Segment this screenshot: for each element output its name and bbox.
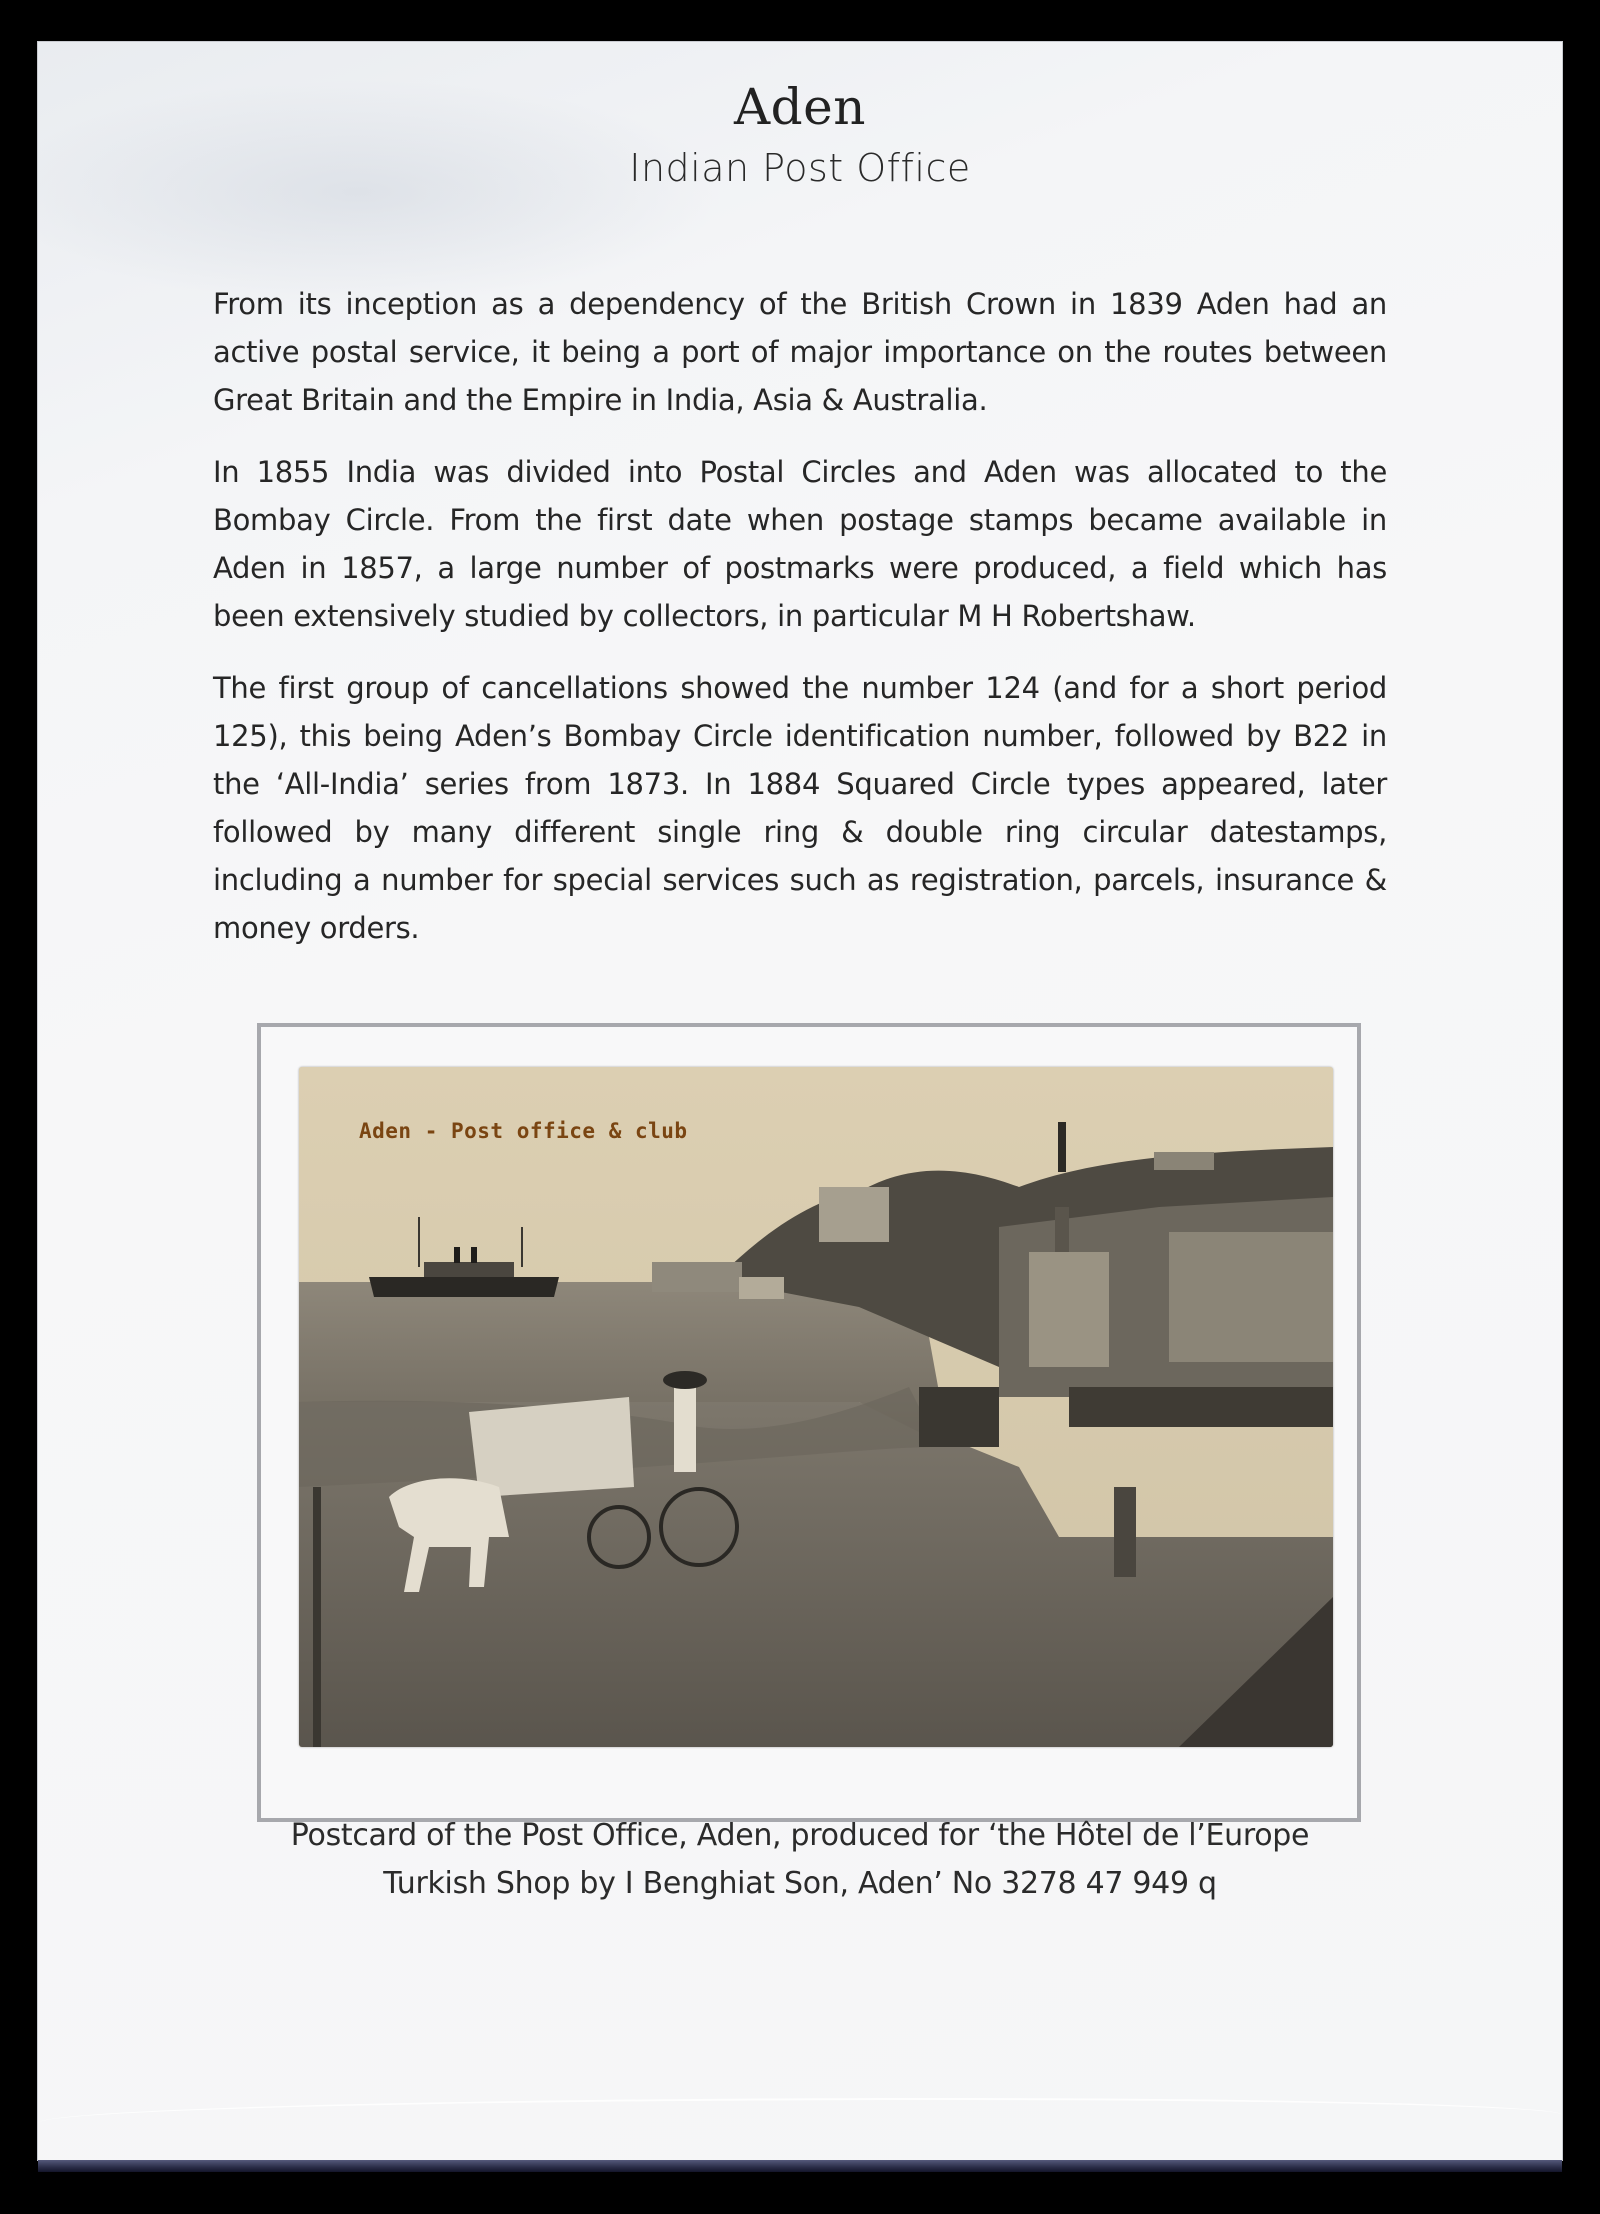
album-page	[38, 42, 1562, 2160]
body-text	[213, 280, 1387, 976]
post	[313, 1487, 321, 1747]
steamship-funnel	[454, 1247, 460, 1263]
railing	[1069, 1387, 1333, 1427]
hill-building	[1154, 1152, 1214, 1170]
steamship-deck	[424, 1262, 514, 1277]
page-bottom-edge	[38, 2160, 1562, 2172]
club-building	[1169, 1232, 1333, 1362]
page-subtitle: Indian Post Office	[629, 146, 971, 190]
postcard-scene	[299, 1067, 1333, 1747]
church-tower	[1055, 1207, 1069, 1252]
carriage-canopy	[469, 1397, 634, 1497]
lighthouse	[1058, 1122, 1066, 1172]
postcard-printed-title: Aden - Post office & club	[359, 1119, 688, 1143]
sleeve-fold-highlight	[38, 2098, 1562, 2140]
paragraph-cancellations: The first group of cancellations showed the number 124 (and for a short period 125), this being Aden’s Bombay Circle identification number, followed by B22 in the ‘All-India’ series from 1873. In 1884 Squared Circle types appeared, later followed by many different single ring & double ring circular datestamps, including a number for special services such as registration, parcels, insurance & money orders.	[213, 671, 1387, 945]
steamship-funnel	[471, 1247, 477, 1263]
caption-line: Postcard of the Post Office, Aden, produced for ‘the Hôtel de l’Europe	[290, 1818, 1310, 1853]
lady-with-parasol	[674, 1382, 696, 1472]
paragraph-postal-circles: In 1855 India was divided into Postal Circles and Aden was allocated to the Bombay Circle. From the first date when postage stamps became available in Aden in 1857, a large number of postmarks were produced, a field which has been extensively studied by collectors, in particular M H Robertshaw.	[213, 455, 1387, 633]
caption-line: Turkish Shop by I Benghiat Son, Aden’ No 3278 47 949 q	[383, 1866, 1217, 1901]
postcard-image	[299, 1067, 1333, 1747]
hilltop-house	[819, 1187, 889, 1242]
page-title: Aden	[734, 78, 866, 136]
water-cart	[919, 1387, 999, 1447]
paragraph-history: From its inception as a dependency of the British Crown in 1839 Aden had an active postal service, it being a port of major importance on the routes between Great Britain and the Empire in India, Asia & Australia.	[213, 287, 1387, 417]
church	[1029, 1252, 1109, 1367]
postcard-caption	[38, 1812, 1562, 1908]
harbour-building	[652, 1262, 742, 1292]
walking-man	[1114, 1487, 1136, 1577]
steamship-hull	[369, 1277, 559, 1297]
parasol	[663, 1371, 707, 1389]
harbour-shed	[739, 1277, 784, 1299]
